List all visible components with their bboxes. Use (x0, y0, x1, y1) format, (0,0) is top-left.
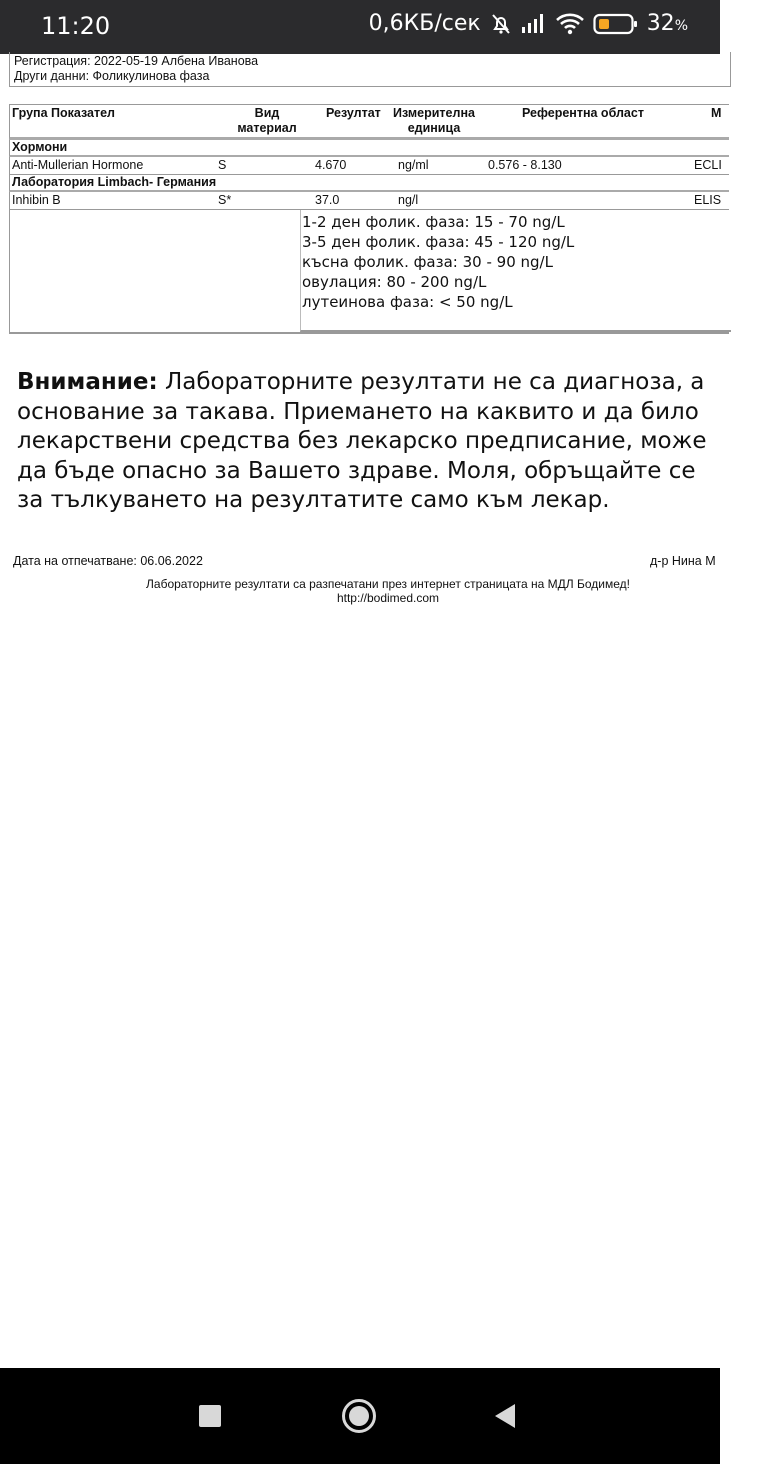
row-unit: ng/l (398, 193, 419, 207)
results-table (9, 104, 729, 334)
col-material: Вид материал (237, 106, 297, 135)
back-icon (493, 1403, 517, 1429)
col-method: М (711, 106, 722, 120)
table-row (9, 157, 729, 175)
reference-notes-box (300, 210, 731, 332)
back-button[interactable] (493, 1403, 517, 1434)
reference-notes (9, 210, 729, 334)
reference-note: 3-5 ден фолик. фаза: 45 - 120 ng/L (302, 233, 575, 251)
table-row (9, 192, 729, 210)
status-icons (369, 11, 688, 36)
reference-note: късна фолик. фаза: 30 - 90 ng/L (302, 253, 553, 271)
wifi-icon (555, 13, 585, 35)
row-unit: ng/ml (398, 158, 429, 172)
home-button[interactable] (341, 1398, 377, 1439)
home-icon (341, 1398, 377, 1434)
row-method: ECLI (694, 158, 722, 172)
row-material: S* (218, 193, 232, 207)
table-header (9, 104, 729, 140)
footer-note: Лабораторните резултати са разпечатани през интернет страницата на МДЛ Бодимед! (146, 577, 630, 591)
reference-note: 1-2 ден фолик. фаза: 15 - 70 ng/L (302, 213, 565, 231)
print-date: Дата на отпечатване: 06.06.2022 (13, 554, 203, 568)
warning-paragraph (17, 368, 717, 516)
footer-url: http://bodimed.com (336, 591, 440, 605)
recents-button[interactable] (198, 1404, 222, 1433)
network-speed: 0,6КБ/сек (368, 11, 481, 36)
reference-note: овулация: 80 - 200 ng/L (302, 273, 487, 291)
registration-line: Регистрация: 2022-05-19 Албена Иванова (14, 54, 259, 68)
col-group: Група Показател (12, 106, 116, 120)
battery-percent: 32% (646, 11, 688, 36)
row-method: ELIS (694, 193, 722, 207)
clock: 11:20 (41, 12, 111, 40)
navigation-bar (0, 1368, 720, 1464)
col-unit: Измерителна единица (393, 106, 475, 135)
other-data-line: Други данни: Фоликулинова фаза (14, 69, 210, 83)
reference-note: лутеинова фаза: < 50 ng/L (302, 293, 513, 311)
col-result: Резултат (326, 106, 381, 120)
warning-label: Внимание: (17, 369, 158, 395)
row-result: 37.0 (315, 193, 340, 207)
warning-text: Лабораторните резултати не са диагноза, а основание за такава. Приемането на каквито и да било лекарствени средства без лекарско предписание, може да бъде опасно за Вашето здраве. Моля, обръщайте се за тълкуването на резултатите само към лекар. (17, 369, 707, 513)
row-name: Inhibin B (12, 193, 61, 207)
report-page (0, 54, 720, 1368)
col-reference: Референтна област (522, 106, 644, 120)
mute-icon (489, 12, 513, 36)
doctor-name: д-р Нина М (650, 554, 716, 568)
recents-icon (198, 1404, 222, 1428)
row-material: S (218, 158, 227, 172)
group-hormones: Хормони (9, 140, 729, 157)
row-name: Anti-Mullerian Hormone (12, 158, 144, 172)
status-bar (0, 0, 720, 54)
row-result: 4.670 (315, 158, 347, 172)
group-limbach: Лаборатория Limbach- Германия (9, 175, 729, 192)
battery-icon (593, 12, 639, 36)
signal-icon (521, 13, 547, 35)
row-reference: 0.576 - 8.130 (488, 158, 562, 172)
